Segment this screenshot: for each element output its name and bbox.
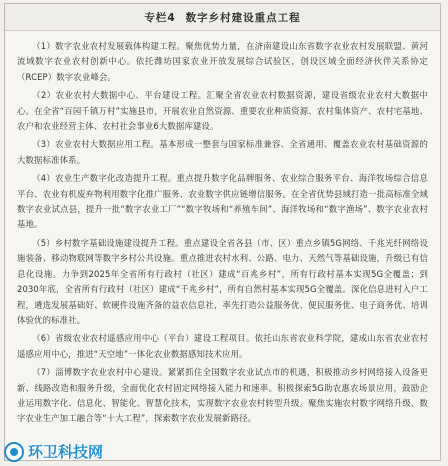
project-paragraph-2: （2）农业农村大数据中心、平台建设工程。汇聚全省农业农村数据资源，建设省级农业农村大数据中心。在全省“百园千镇万村”实施县市，开展农业自然资源、重要农业种质资源、农村集体资产、农村宅基地、农户和农业经营主体、农村社会事业6大数据库建设。 — [17, 90, 428, 132]
column-label: 专栏4 — [144, 11, 176, 24]
watermark-logo-icon — [4, 442, 24, 462]
project-paragraph-4: （4）农业生产数字化改造提升工程。重点提升数字化品牌服务、农业综合服务平台、海洋牧场综合信息平台、农业有机废弃物利用数字化推广服务、农业数字供应链增信服务。在全省优势县域打造一批高标准全域数字农业试点县，提升一批“数字农业工厂”“数字牧场和“养殖车间”、海洋牧场和“数字渔场”、数字农业农村基地。 — [17, 173, 428, 230]
project-paragraph-5: （5）乡村数字基础设施建设提升工程。重点建设全省各县（市、区）重点乡镇5G网络、千兆光纤网络设施装备、移动物联网等数字乡村公共设施。重点推进农村水利、公路、电力、天然气等基础设施，升级已有信息化设施。力争到2025年全省所有行政村（社区）建成“百兆乡村”，所有行政村基本实现5G全覆盖；到2030年底，全省所有行政村（社区）建成“千兆乡村”，所有自然村基本实现5G全覆盖。深化信息进村入户工程，遴选发展基础好、软硬件设施齐备的益农信息社，率先打造公益服务优、便民服务优、电子商务优、培训体验优的标准社。 — [17, 237, 428, 325]
project-paragraph-7: （7）淄博数字农业农村中心建设。紧紧抓住全国数字农业试点市的机遇，积极推动乡村网络接入设备更新、线路改造和服务升级，全面优化农村固定网络接入能力和速率。积极探索5G助农惠农场景应用，鼓励企业运用数字化、信息化、智能化、智慧化技术，实现数字农业农村转型升级。聚焦实施农村数字网络升级、数字农业生产加工融合等“十大工程”，探索数字农业发展新路径。 — [17, 367, 428, 424]
column-title-bar — [5, 4, 440, 31]
column-title: 数字乡村建设重点工程 — [185, 11, 301, 24]
watermark-text: 环卫科技网 — [28, 443, 104, 461]
project-paragraph-1: （1）数字农业农村发展载体构建工程。聚焦优势力量，在济南建设山东省数字农业农村发展联盟、黄河流域数字农业农村创新中心。依托潍坊国家农业开放发展综合试验区，创设区域全面经济伙伴关系协定（RCEP）数字农业峰会。 — [17, 41, 428, 82]
site-watermark — [4, 441, 103, 462]
project-paragraph-3: （3）农业农村大数据应用工程。基本形成一整套与国家标准兼容、全省通用、覆盖农业农村基础资源的大数据标准体系。 — [17, 139, 428, 165]
column-box — [4, 3, 441, 461]
project-paragraph-6: （6）省级农业农村遥感应用中心（平台）建设工程项目。依托山东省农业科学院，建成山东省农业农村遥感应用中心，推进“天空地”一体化农业数据感知技术应用。 — [17, 333, 428, 359]
column-content — [5, 31, 440, 427]
